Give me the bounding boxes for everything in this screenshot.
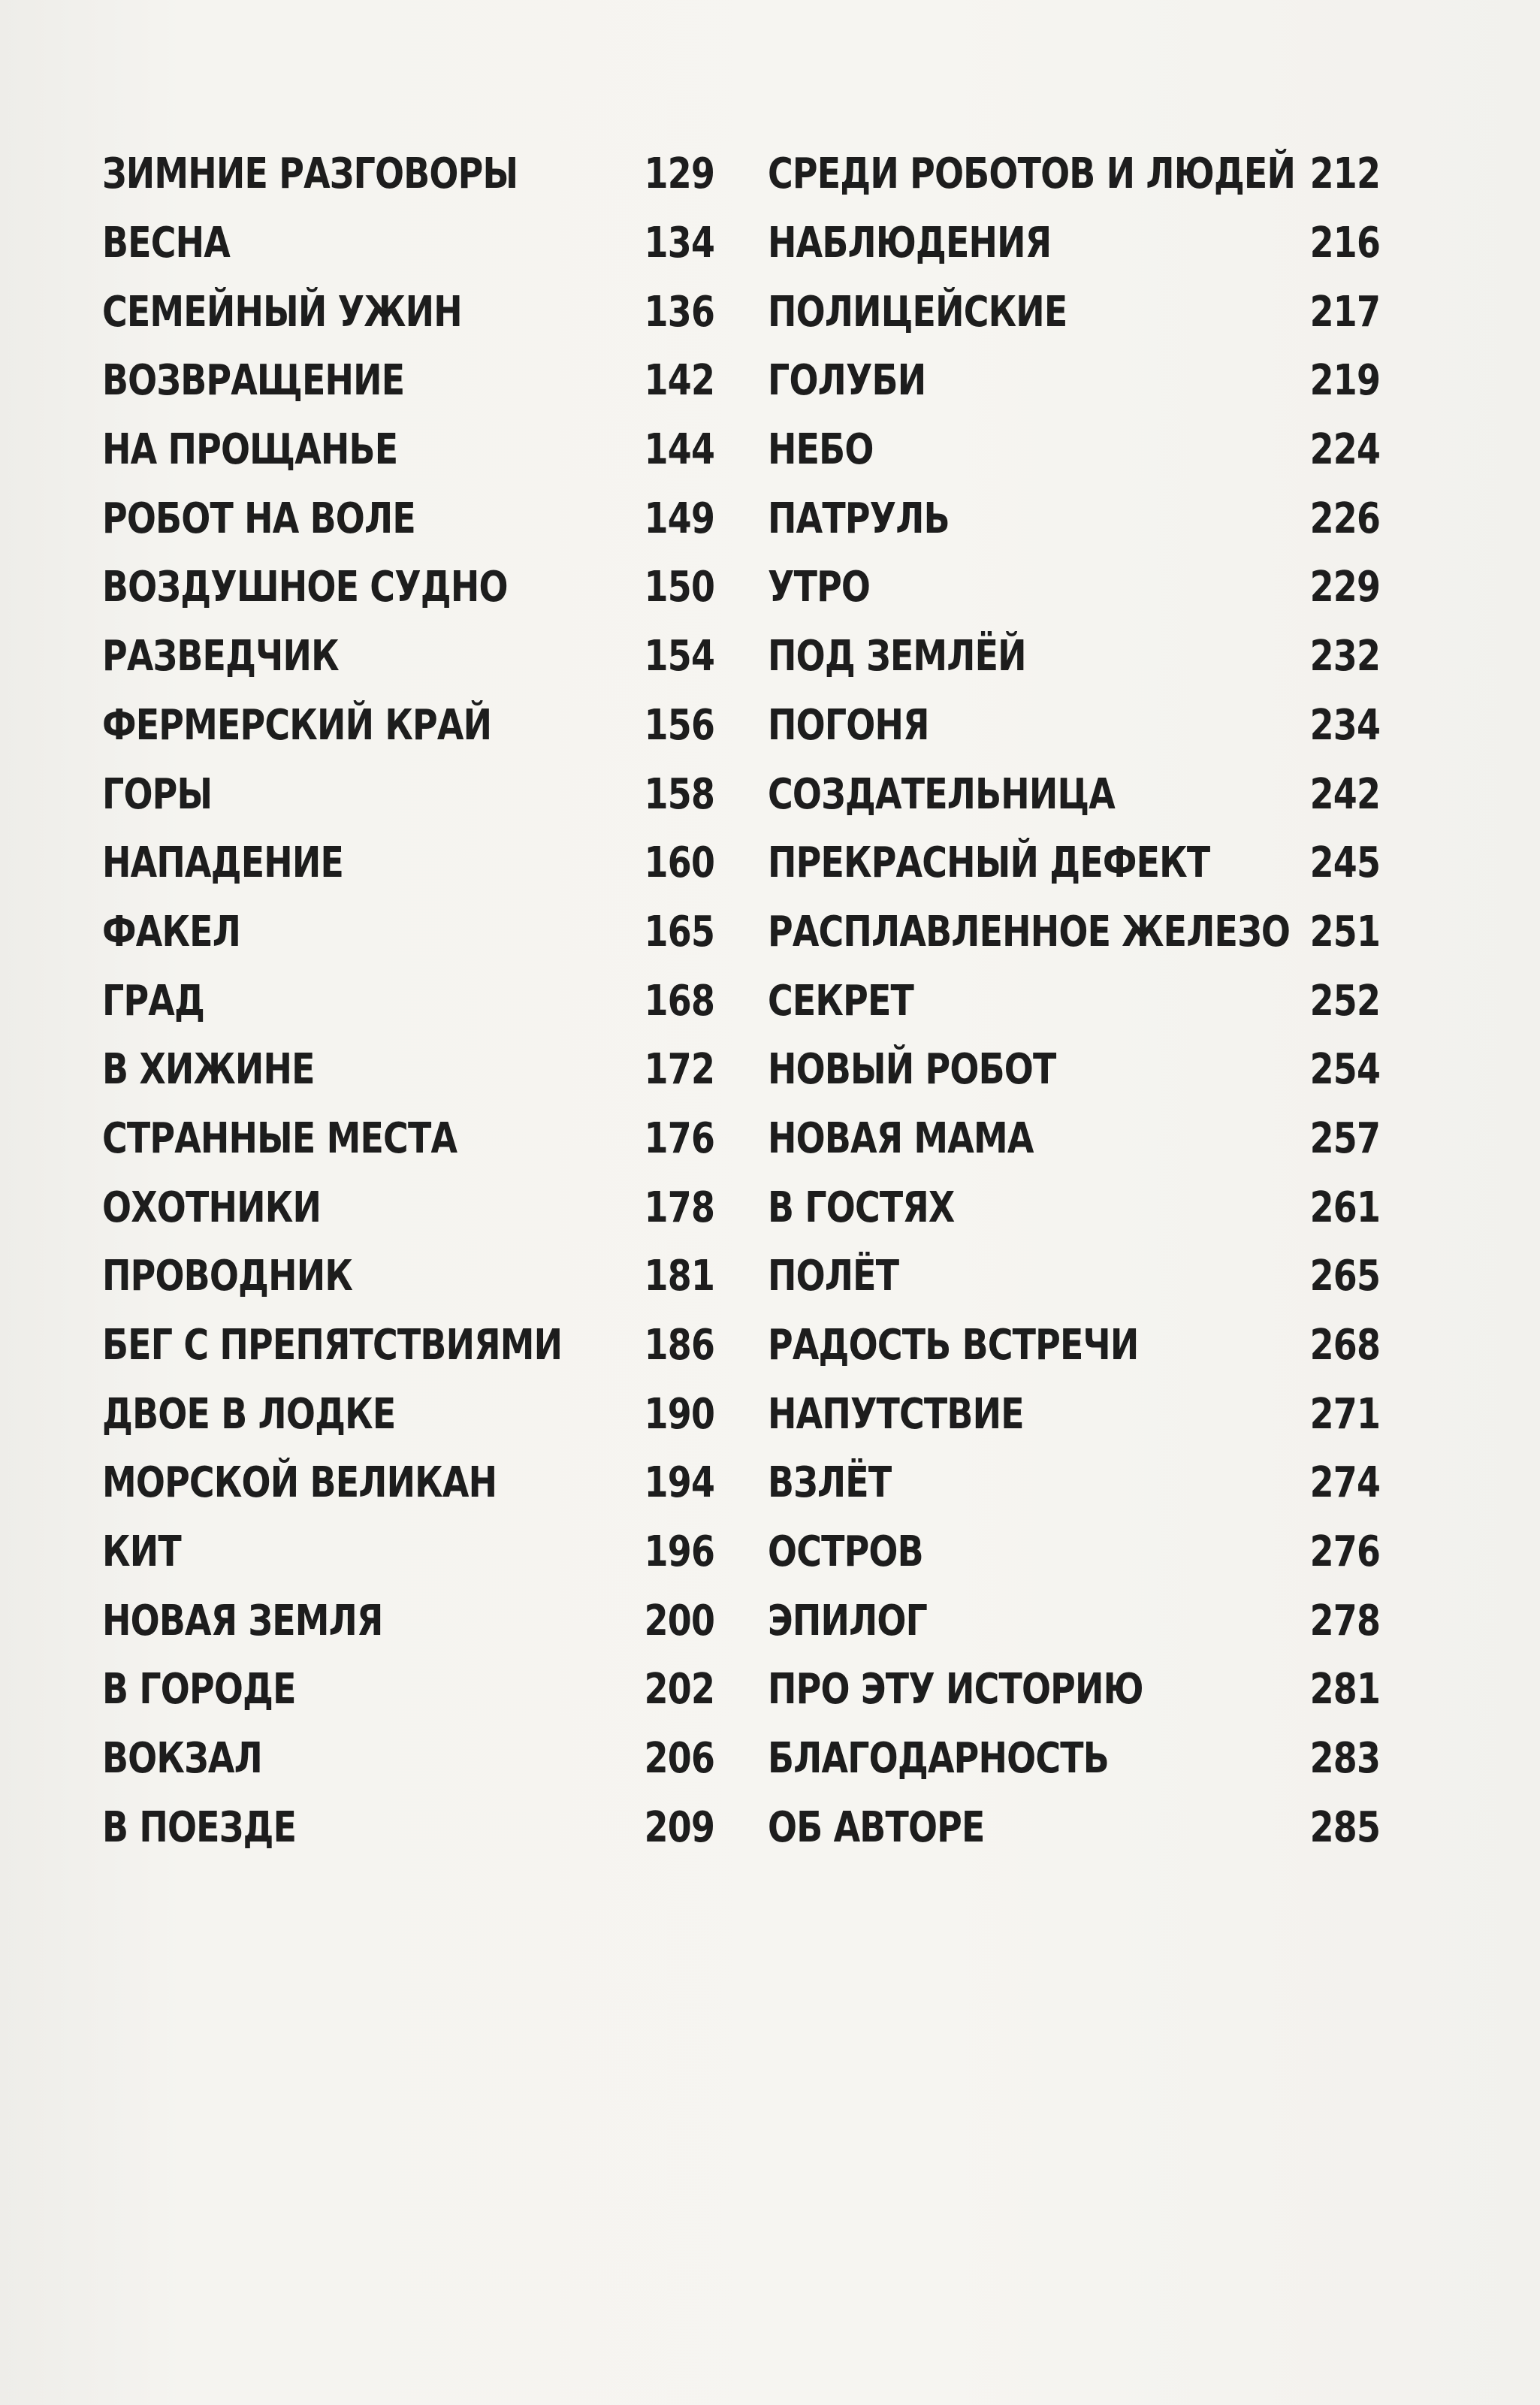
toc-entry-page-number: 285: [1309, 1802, 1381, 1852]
toc-entry-page-number: 196: [644, 1527, 715, 1577]
toc-entry: [102, 966, 714, 1035]
toc-entry-title: РАЗВЕДЧИК: [102, 632, 339, 681]
toc-entry-title: В ГОРОДЕ: [102, 1665, 296, 1715]
toc-entry-page-number: 172: [644, 1045, 715, 1095]
toc-entry: [768, 484, 1380, 553]
toc-entry: [102, 1104, 714, 1174]
toc-entry-title: ЗИМНИЕ РАЗГОВОРЫ: [102, 150, 518, 199]
toc-entry-title: ПРЕКРАСНЫЙ ДЕФЕКТ: [768, 838, 1210, 888]
toc-entry-page-number: 160: [644, 838, 715, 888]
toc-entry-page-number: 217: [1309, 287, 1381, 337]
toc-entry: [768, 1173, 1380, 1242]
toc-entry-title: МОРСКОЙ ВЕЛИКАН: [102, 1458, 497, 1508]
toc-entry-title: СЕМЕЙНЫЙ УЖИН: [102, 287, 462, 337]
toc-entry-title: ЭПИЛОГ: [768, 1596, 928, 1645]
toc-entry: [102, 1242, 714, 1311]
toc-entry: [102, 1518, 714, 1587]
toc-entry-page-number: 261: [1309, 1183, 1381, 1232]
toc-entry: [102, 209, 714, 278]
toc-entry-title: ПОЛЁТ: [768, 1252, 899, 1301]
toc-entry-title: РАСПЛАВЛЕННОЕ ЖЕЛЕЗО: [768, 907, 1291, 956]
toc-entry-title: ФЕРМЕРСКИЙ КРАЙ: [102, 700, 492, 750]
toc-entry: [102, 691, 714, 760]
toc-entry-page-number: 186: [644, 1321, 715, 1370]
toc-entry-title: ГРАД: [102, 976, 205, 1026]
toc-entry-page-number: 168: [644, 976, 715, 1026]
toc-entry-title: ОХОТНИКИ: [102, 1183, 322, 1232]
toc-entry: [768, 1655, 1380, 1724]
toc-entry-page-number: 219: [1309, 356, 1381, 406]
toc-entry-title: В ПОЕЗДЕ: [102, 1802, 297, 1852]
toc-entry: [768, 209, 1380, 278]
toc-entry-title: СОЗДАТЕЛЬНИЦА: [768, 769, 1115, 819]
toc-entry: [768, 966, 1380, 1035]
toc-entry-title: В ХИЖИНЕ: [102, 1045, 315, 1095]
toc-entry: [768, 1379, 1380, 1449]
toc-entry-page-number: 226: [1309, 494, 1381, 543]
toc-entry-page-number: 283: [1309, 1734, 1381, 1784]
toc-entry-title: ОБ АВТОРЕ: [768, 1802, 985, 1852]
toc-entry: [768, 898, 1380, 967]
toc-entry-page-number: 129: [644, 150, 715, 199]
toc-entry: [102, 484, 714, 553]
toc-entry-title: ПОГОНЯ: [768, 700, 929, 750]
toc-entry-title: СТРАННЫЕ МЕСТА: [102, 1113, 457, 1163]
toc-entry-title: ВОКЗАЛ: [102, 1734, 262, 1784]
toc-entry-title: НОВЫЙ РОБОТ: [768, 1045, 1056, 1095]
toc-entry-page-number: 252: [1309, 976, 1381, 1026]
toc-entry-title: НАПУТСТВИЕ: [768, 1389, 1024, 1439]
toc-entry-title: НЕБО: [768, 425, 874, 475]
toc-entry: [102, 1311, 714, 1380]
toc-entry: [768, 1518, 1380, 1587]
toc-entry-page-number: 257: [1309, 1113, 1381, 1163]
toc-entry: [102, 1173, 714, 1242]
toc-entry-page-number: 181: [644, 1252, 715, 1301]
toc-entry-page-number: 144: [644, 425, 715, 475]
toc-entry-title: РОБОТ НА ВОЛЕ: [102, 494, 415, 543]
toc-entry-page-number: 245: [1309, 838, 1381, 888]
toc-entry-page-number: 271: [1309, 1389, 1381, 1439]
toc-entry-page-number: 158: [644, 769, 715, 819]
toc-entry-title: СРЕДИ РОБОТОВ И ЛЮДЕЙ: [768, 150, 1296, 199]
toc-entry-page-number: 212: [1309, 150, 1381, 199]
toc-entry-page-number: 224: [1309, 425, 1381, 475]
toc-entry: [768, 1104, 1380, 1174]
toc-entry-page-number: 176: [644, 1113, 715, 1163]
toc-entry: [102, 1724, 714, 1793]
toc-entry-page-number: 200: [644, 1596, 715, 1645]
toc-entry-title: ФАКЕЛ: [102, 907, 241, 956]
toc-entry-title: ГОЛУБИ: [768, 356, 926, 406]
toc-entry-page-number: 156: [644, 700, 715, 750]
toc-entry: [768, 622, 1380, 691]
toc-entry-page-number: 142: [644, 356, 715, 406]
toc-entry-title: НАБЛЮДЕНИЯ: [768, 219, 1052, 268]
toc-entry: [768, 1586, 1380, 1655]
toc-entry-title: НОВАЯ ЗЕМЛЯ: [102, 1596, 383, 1645]
toc-entry-title: ПРО ЭТУ ИСТОРИЮ: [768, 1665, 1143, 1715]
toc-entry-title: БЛАГОДАРНОСТЬ: [768, 1734, 1109, 1784]
toc-entry-page-number: 254: [1309, 1045, 1381, 1095]
toc-entry-page-number: 154: [644, 632, 715, 681]
toc-entry-title: В ГОСТЯХ: [768, 1183, 955, 1232]
toc-entry-page-number: 268: [1309, 1321, 1381, 1370]
toc-entry-page-number: 251: [1309, 907, 1381, 956]
toc-entry-page-number: 281: [1309, 1665, 1381, 1715]
toc-entry-title: КИТ: [102, 1527, 181, 1577]
toc-entry-page-number: 234: [1309, 700, 1381, 750]
toc-entry-page-number: 274: [1309, 1458, 1381, 1508]
toc-entry-page-number: 209: [644, 1802, 715, 1852]
toc-right-column: [768, 140, 1380, 1862]
toc-entry: [768, 277, 1380, 346]
toc-entry-page-number: 265: [1309, 1252, 1381, 1301]
toc-entry: [102, 622, 714, 691]
toc-entry-page-number: 190: [644, 1389, 715, 1439]
toc-entry: [102, 898, 714, 967]
toc-entry-title: БЕГ С ПРЕПЯТСТВИЯМИ: [102, 1321, 563, 1370]
toc-entry-title: ПОЛИЦЕЙСКИЕ: [768, 287, 1067, 337]
toc-entry-title: ПОД ЗЕМЛЁЙ: [768, 632, 1026, 681]
toc-entry-title: ВОЗВРАЩЕНИЕ: [102, 356, 405, 406]
toc-entry: [768, 346, 1380, 415]
toc-entry: [102, 1793, 714, 1863]
toc-entry: [102, 829, 714, 898]
toc-entry-page-number: 178: [644, 1183, 715, 1232]
toc-entry-page-number: 229: [1309, 563, 1381, 612]
toc-entry: [768, 760, 1380, 829]
toc-entry-page-number: 206: [644, 1734, 715, 1784]
toc-entry-page-number: 136: [644, 287, 715, 337]
toc-entry-title: ДВОЕ В ЛОДКЕ: [102, 1389, 396, 1439]
toc-entry-title: ВЕСНА: [102, 219, 230, 268]
toc-entry: [102, 346, 714, 415]
toc-entry-title: ГОРЫ: [102, 769, 213, 819]
toc-entry: [768, 415, 1380, 485]
toc-entry-title: ПРОВОДНИК: [102, 1252, 353, 1301]
toc-entry: [102, 1449, 714, 1518]
toc-entry-page-number: 216: [1309, 219, 1381, 268]
toc-entry-page-number: 149: [644, 494, 715, 543]
toc-entry-title: НОВАЯ МАМА: [768, 1113, 1034, 1163]
toc-entry-title: ПАТРУЛЬ: [768, 494, 950, 543]
toc-entry: [102, 1586, 714, 1655]
toc-entry-title: НАПАДЕНИЕ: [102, 838, 344, 888]
toc-entry-page-number: 202: [644, 1665, 715, 1715]
toc-entry: [768, 1242, 1380, 1311]
toc-entry-title: РАДОСТЬ ВСТРЕЧИ: [768, 1321, 1139, 1370]
toc-entry-page-number: 194: [644, 1458, 715, 1508]
toc-entry-title: ВЗЛЁТ: [768, 1458, 892, 1508]
toc-left-column: [102, 140, 714, 1862]
toc-entry-page-number: 232: [1309, 632, 1381, 681]
toc-entry-title: СЕКРЕТ: [768, 976, 914, 1026]
toc-entry: [768, 1035, 1380, 1104]
toc-entry: [102, 1655, 714, 1724]
toc-entry: [768, 140, 1380, 209]
toc-entry: [102, 415, 714, 485]
toc-entry: [102, 140, 714, 209]
toc-entry-page-number: 242: [1309, 769, 1381, 819]
toc-entry-title: ВОЗДУШНОЕ СУДНО: [102, 563, 508, 612]
toc-entry: [768, 691, 1380, 760]
toc-entry-title: УТРО: [768, 563, 871, 612]
toc-entry-title: НА ПРОЩАНЬЕ: [102, 425, 398, 475]
toc-entry-page-number: 278: [1309, 1596, 1381, 1645]
toc-entry: [102, 1379, 714, 1449]
toc-entry-title: ОСТРОВ: [768, 1527, 923, 1577]
toc-entry: [102, 553, 714, 622]
toc-entry: [768, 1793, 1380, 1863]
toc-entry-page-number: 276: [1309, 1527, 1381, 1577]
toc-entry: [102, 760, 714, 829]
toc-entry-page-number: 165: [644, 907, 715, 956]
toc-entry: [768, 1449, 1380, 1518]
toc-entry-page-number: 150: [644, 563, 715, 612]
toc-entry: [102, 1035, 714, 1104]
toc-entry: [102, 277, 714, 346]
toc-entry: [768, 1311, 1380, 1380]
toc-entry: [768, 553, 1380, 622]
toc-entry: [768, 1724, 1380, 1793]
toc-entry-page-number: 134: [644, 219, 715, 268]
toc-entry: [768, 829, 1380, 898]
